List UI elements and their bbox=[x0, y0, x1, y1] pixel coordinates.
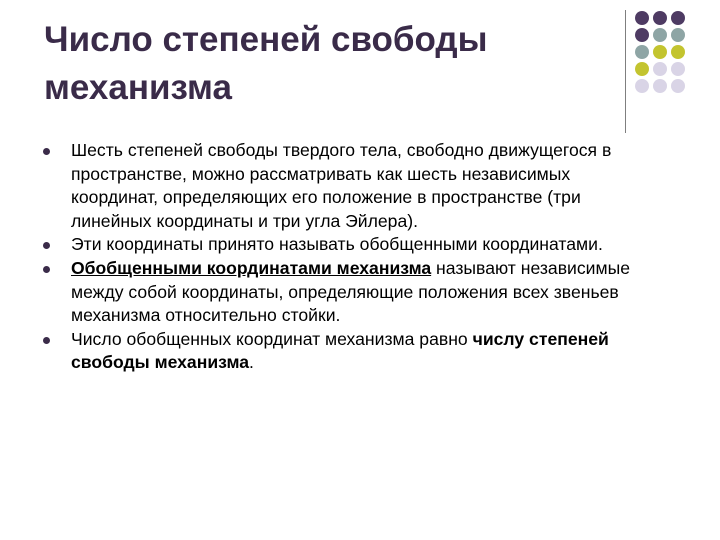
decorative-dot bbox=[635, 62, 649, 76]
decorative-dot bbox=[671, 79, 685, 93]
decorative-dot bbox=[635, 79, 649, 93]
divider-line bbox=[625, 10, 626, 133]
decorative-dot bbox=[671, 11, 685, 25]
bullet-text: Число обобщенных координат механизма равно bbox=[71, 328, 473, 349]
decorative-dot bbox=[653, 11, 667, 25]
decorative-dot bbox=[635, 11, 649, 25]
bullet-dot-icon bbox=[43, 337, 50, 344]
decorative-dot bbox=[671, 28, 685, 42]
bullet-text: Шесть степеней свободы твердого тела, свободно движущегося в пространстве, можно рассматривать как шесть независимых координат, определяющих его положение в пространстве (три линейных координаты и три угла Эйлера). bbox=[71, 140, 612, 231]
decorative-dot-grid bbox=[633, 10, 720, 110]
decorative-dot bbox=[653, 45, 667, 59]
decorative-dot bbox=[671, 62, 685, 76]
bullet-text-tail: . bbox=[249, 352, 254, 373]
slide-title bbox=[44, 16, 604, 112]
bullet-item-3 bbox=[40, 257, 640, 328]
bullet-dot-icon bbox=[43, 242, 50, 249]
bullet-list bbox=[40, 139, 640, 375]
title-line-1: Число степеней свободы bbox=[44, 20, 488, 59]
title-line-2: механизма bbox=[44, 68, 232, 107]
decorative-dot bbox=[653, 79, 667, 93]
bullet-item-2 bbox=[40, 233, 640, 257]
decorative-dot bbox=[653, 28, 667, 42]
decorative-dot bbox=[635, 28, 649, 42]
bullet-text: Эти координаты принято называть обобщенными координатами. bbox=[71, 234, 603, 255]
bullet-dot-icon bbox=[43, 266, 50, 273]
decorative-dot bbox=[635, 45, 649, 59]
decorative-dot bbox=[653, 62, 667, 76]
bullet-dot-icon bbox=[43, 148, 50, 155]
bullet-item-1 bbox=[40, 139, 640, 233]
bullet-text: называют независимые между собой координаты, определяющие положения всех звеньев механизма относительно стойки. bbox=[71, 257, 631, 326]
decorative-dot bbox=[671, 45, 685, 59]
bullet-emphasis: Обобщенными координатами механизма bbox=[71, 257, 432, 278]
bullet-item-4 bbox=[40, 328, 640, 375]
bullet-emphasis: числу степеней свободы механизма bbox=[71, 328, 609, 373]
